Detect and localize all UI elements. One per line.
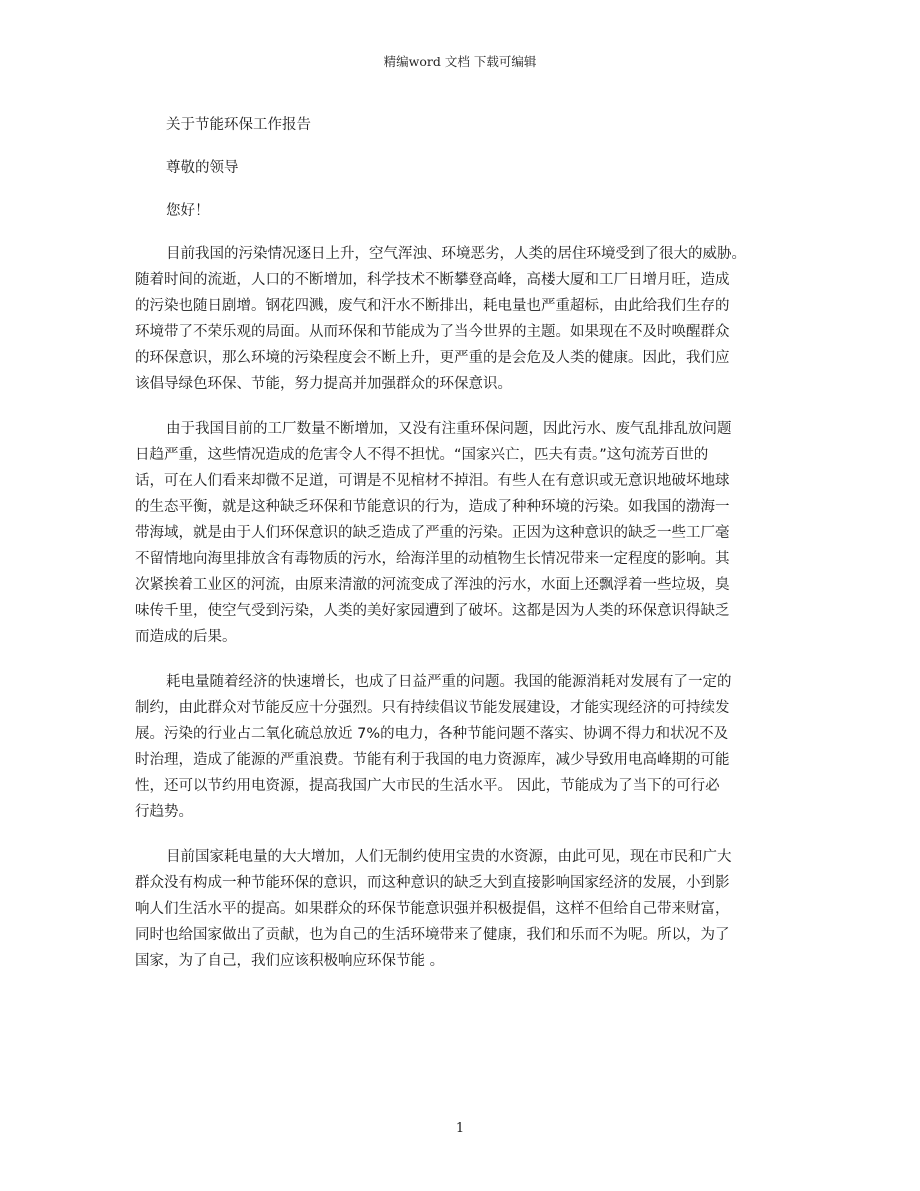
paragraph-4 (135, 844, 795, 974)
paragraph-line: 目前我国的污染情况逐日上升，空气浑浊、环境恶劣，人类的居住环境受到了很大的威胁。 (166, 246, 746, 262)
paragraph-line: 展。污染的行业占二氧化硫总放近 7%的电力，各种节能问题不落实、协调不得力和状况不及 (135, 726, 729, 742)
paragraph-line: 性，还可以节约用电资源，提高我国广大市民的生活水平。 因此，节能成为了当下的可行必 (135, 778, 720, 794)
paragraph-line: 制约，由此群众对节能反应十分强烈。只有持续倡议节能发展建设，才能实现经济的可持续发 (135, 700, 730, 716)
paragraph-1 (135, 241, 795, 397)
paragraph-line: 同时也给国家做出了贡献，也为自己的生活环境带来了健康，我们和乐而不为呢。所以，为了 (135, 927, 730, 943)
paragraph-line: 目前国家耗电量的大大增加，人们无制约使用宝贵的水资源，由此可见，现在市民和广大 (166, 849, 732, 865)
paragraph-line: 环境带了不荣乐观的局面。从而环保和节能成为了当今世界的主题。如果现在不及时唤醒群众 (135, 324, 730, 340)
document-body (135, 112, 795, 993)
paragraph-2 (135, 416, 795, 650)
greeting: 您好！ (166, 203, 210, 219)
page-header: 精编word 文档 下载可编辑 (383, 54, 537, 69)
paragraph-3 (135, 669, 795, 825)
paragraph-line: 而造成的后果。 (135, 629, 237, 645)
paragraph-line: 该倡导绿色环保、节能，努力提高并加强群众的环保意识。 (135, 376, 512, 392)
paragraph-line: 由于我国目前的工厂数量不断增加，又没有注重环保问题，因此污水、废气乱排乱放问题 (166, 421, 732, 437)
paragraph-line: 味传千里，使空气受到污染，人类的美好家园遭到了破坏。这都是因为人类的环保意识得缺乏 (135, 603, 730, 619)
paragraph-line: 群众没有构成一种节能环保的意识，而这种意识的缺乏大到直接影响国家经济的发展，小到影 (135, 875, 730, 891)
paragraph-line: 话，可在人们看来却微不足道，可谓是不见棺材不掉泪。有些人在有意识或无意识地破坏地球 (135, 473, 730, 489)
paragraph-line: 不留情地向海里排放含有毒物质的污水，给海洋里的动植物生长情况带来一定程度的影响。其 (135, 551, 730, 567)
paragraph-line: 时治理，造成了能源的严重浪费。节能有利于我国的电力资源库，减少导致用电高峰期的可能 (135, 752, 730, 768)
paragraph-line: 的污染也随日剧增。钢花四溅，废气和汗水不断排出，耗电量也严重超标，由此给我们生存的 (135, 298, 730, 314)
page-number: 1 (455, 1121, 465, 1136)
paragraph-line: 响人们生活水平的提高。如果群众的环保节能意识强并积极提倡，这样不但给自己带来财富， (135, 901, 730, 917)
document-title: 关于节能环保工作报告 (166, 117, 311, 133)
paragraph-line: 国家，为了自己，我们应该积极响应环保节能 。 (135, 953, 445, 969)
paragraph-line: 日趋严重，这些情况造成的危害令人不得不担忧。“国家兴亡，匹夫有责。”这句流芳百世的 (135, 447, 709, 463)
paragraph-line: 次紧挨着工业区的河流，由原来清澈的河流变成了浑浊的污水，水面上还飘浮着一些垃圾，臭 (135, 577, 730, 593)
salutation: 尊敬的领导 (166, 160, 239, 176)
paragraph-line: 带海域，就是由于人们环保意识的缺乏造成了严重的污染。正因为这种意识的缺乏一些工厂毫 (135, 525, 730, 541)
paragraph-line: 的环保意识，那么环境的污染程度会不断上升，更严重的是会危及人类的健康。因此，我们应 (135, 350, 730, 366)
paragraph-line: 耗电量随着经济的快速增长，也成了日益严重的问题。我国的能源消耗对发展有了一定的 (166, 674, 732, 690)
paragraph-line: 的生态平衡，就是这种缺乏环保和节能意识的行为，造成了种种环境的污染。如我国的渤海一 (135, 499, 730, 515)
paragraph-line: 行趋势。 (135, 804, 193, 820)
paragraph-line: 随着时间的流逝，人口的不断增加，科学技术不断攀登高峰，高楼大厦和工厂日增月旺，造成 (135, 272, 730, 288)
